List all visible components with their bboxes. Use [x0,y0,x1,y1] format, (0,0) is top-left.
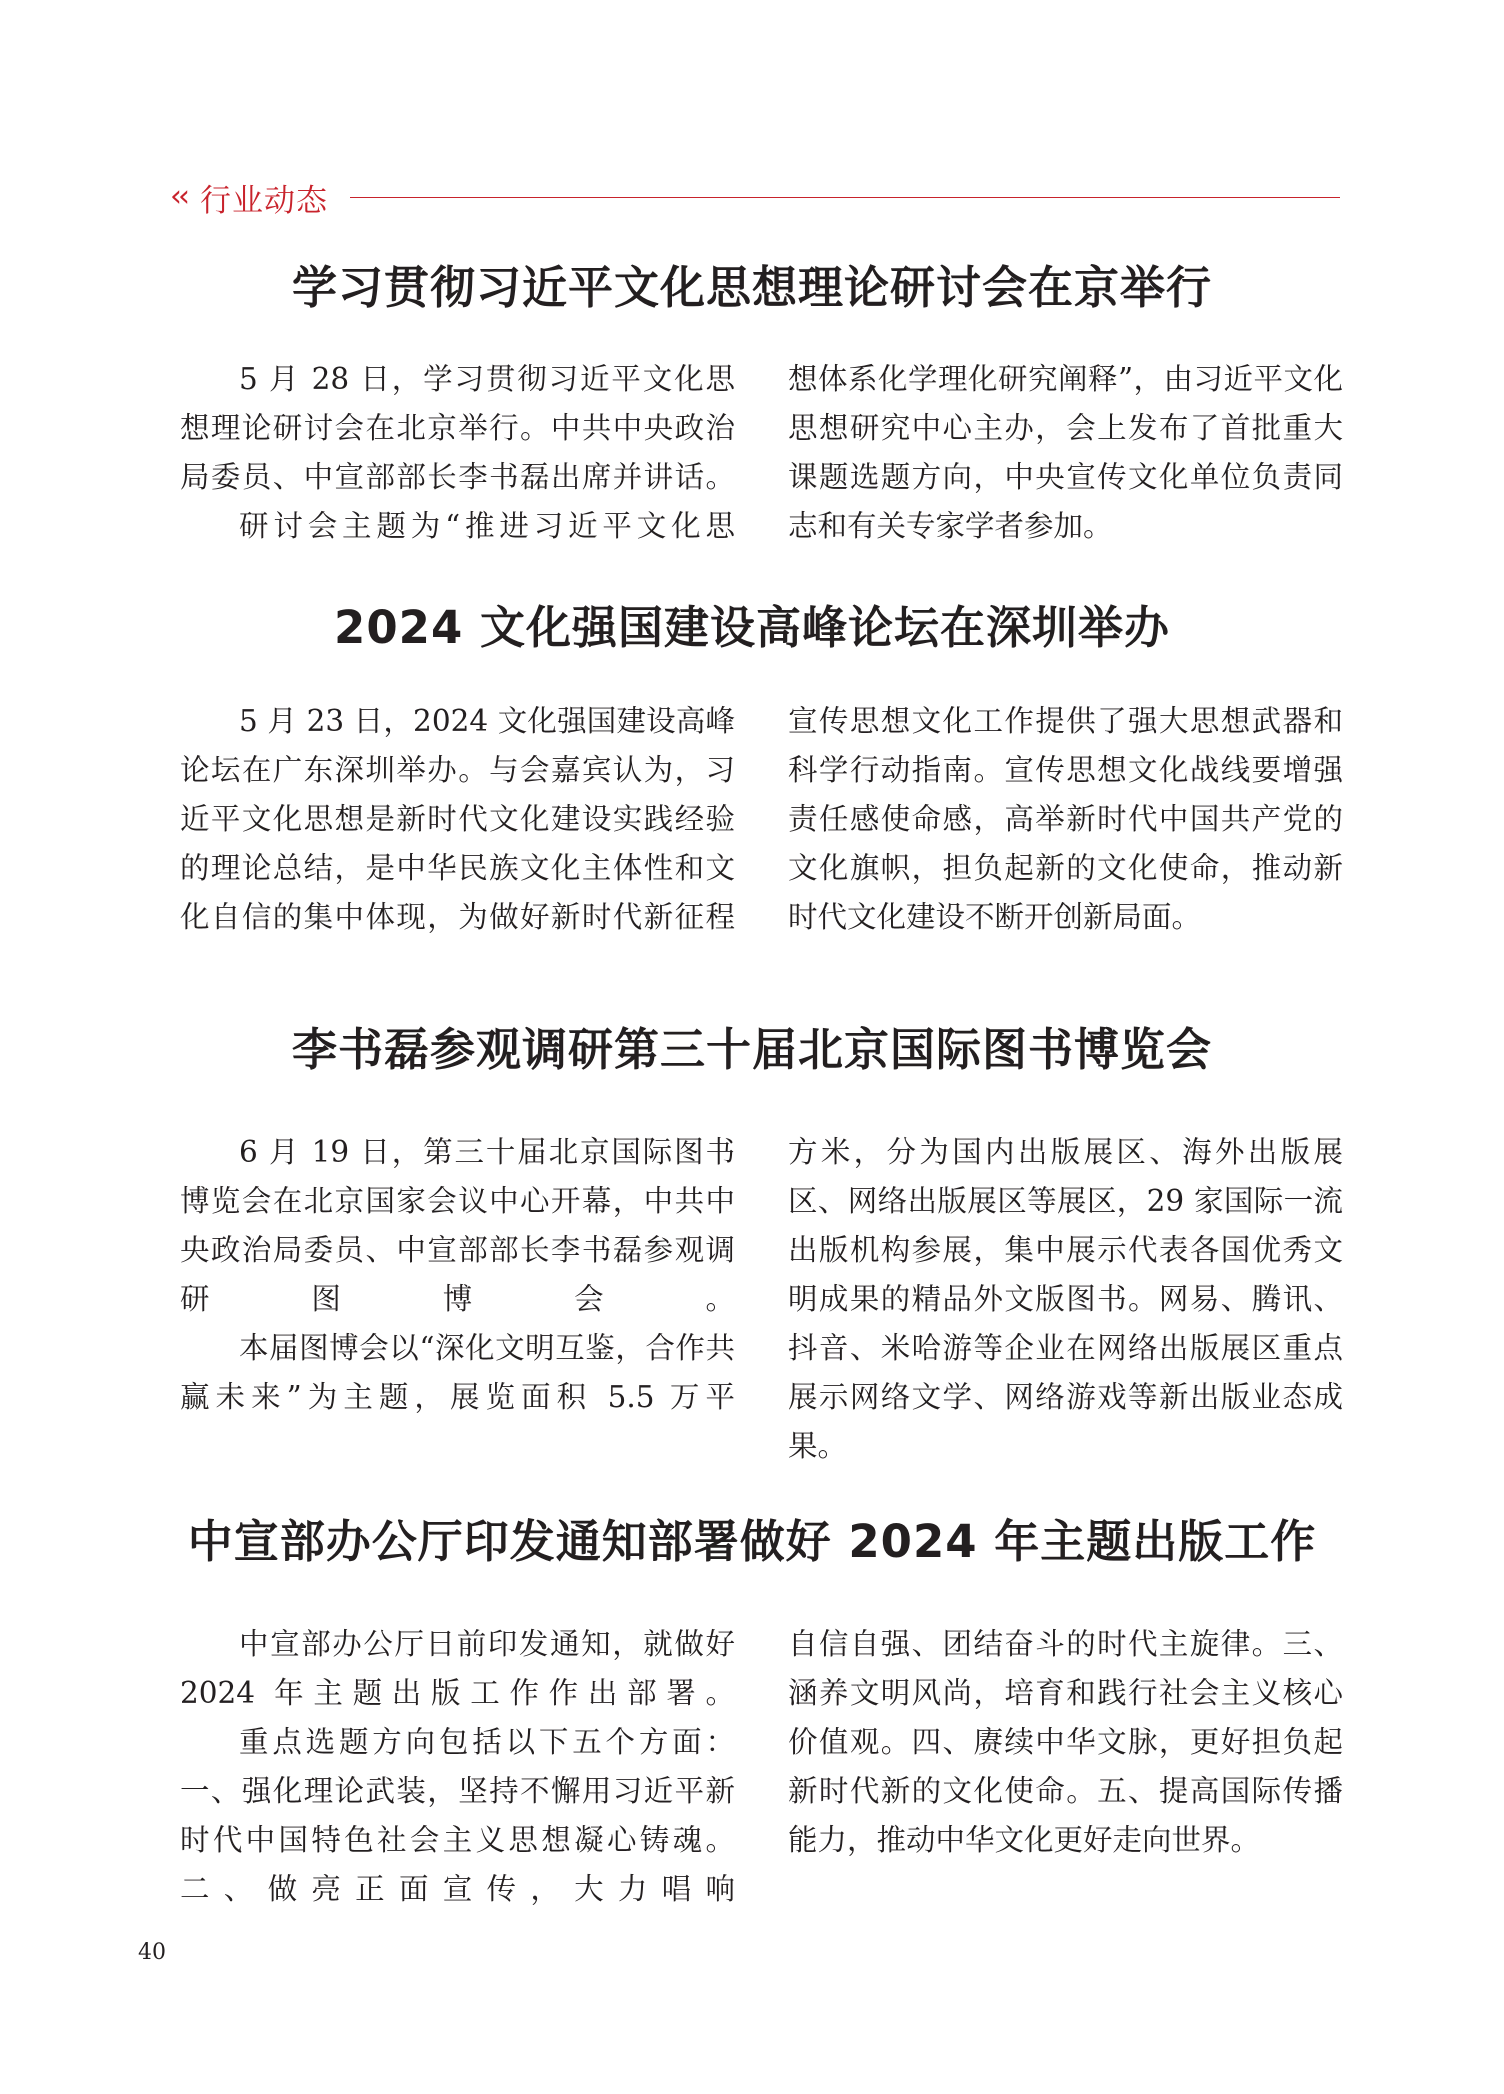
article-title: 学习贯彻习近平文化思想理论研讨会在京举行 [291,261,1212,314]
section-header [170,175,1340,219]
paragraph: 方米，分为国内出版展区、海外出版展区、网络出版展区等展区，29 家国际一流出版机构参展，集中展示代表各国优秀文明成果的精品外文版图书。网易、腾讯、抖音、米哈游等企业在网络出版展区重点展示网络文学、网络游戏等新出版业态成果。 [788,1135,1343,1463]
article-left-column [180,1620,735,1914]
header-rule [350,197,1340,198]
article-right-column [788,1620,1343,1865]
article-title: 中宣部办公厅印发通知部署做好 2024 年主题出版工作 [187,1515,1317,1568]
double-chevron-left-icon: ‹‹ [170,179,186,214]
section-label: 行业动态 [200,182,328,219]
page-number: 40 [138,1940,166,1965]
article-left-column [180,1128,735,1422]
article-left-column [180,355,735,551]
paragraph: 5 月 23 日，2024 文化强国建设高峰论坛在广东深圳举办。与会嘉宾认为，习近平文化思想是新时代文化建设实践经验的理论总结，是中华民族文化主体性和文化自信的集中体现，为做好新时代新征程 [180,704,735,934]
paragraph: 中宣部办公厅日前印发通知，就做好 2024 年主题出版工作作出部署。 [180,1627,735,1710]
article-right-column [788,355,1343,551]
paragraph: 5 月 28 日，学习贯彻习近平文化思想理论研讨会在北京举行。中共中央政治局委员、中宣部部长李书磊出席并讲话。 [180,362,735,494]
article-right-column [788,1128,1343,1471]
article-right-column [788,697,1343,942]
paragraph: 研讨会主题为“推进习近平文化思 [239,509,735,543]
article-title: 李书磊参观调研第三十届北京国际图书博览会 [291,1023,1212,1076]
paragraph: 宣传思想文化工作提供了强大思想武器和科学行动指南。宣传思想文化战线要增强责任感使命感，高举新时代中国共产党的文化旗帜，担负起新的文化使命，推动新时代文化建设不断开创新局面。 [788,704,1343,934]
paragraph: 6 月 19 日，第三十届北京国际图书博览会在北京国家会议中心开幕，中共中央政治局委员、中宣部部长李书磊参观调研图博会。 [180,1135,735,1316]
paragraph: 本届图博会以“深化文明互鉴，合作共赢未来”为主题，展览面积 5.5 万平 [180,1331,735,1414]
paragraph: 重点选题方向包括以下五个方面：一、强化理论武装，坚持不懈用习近平新时代中国特色社会主义思想凝心铸魂。二、做亮正面宣传，大力唱响 [180,1725,735,1906]
paragraph: 想体系化学理化研究阐释”，由习近平文化思想研究中心主办，会上发布了首批重大课题选题方向，中央宣传文化单位负责同志和有关专家学者参加。 [788,362,1343,543]
article-left-column [180,697,735,942]
article-title: 2024 文化强国建设高峰论坛在深圳举办 [334,601,1170,654]
paragraph: 自信自强、团结奋斗的时代主旋律。三、涵养文明风尚，培育和践行社会主义核心价值观。四、赓续中华文脉，更好担负起新时代新的文化使命。五、提高国际传播能力，推动中华文化更好走向世界。 [788,1627,1343,1857]
